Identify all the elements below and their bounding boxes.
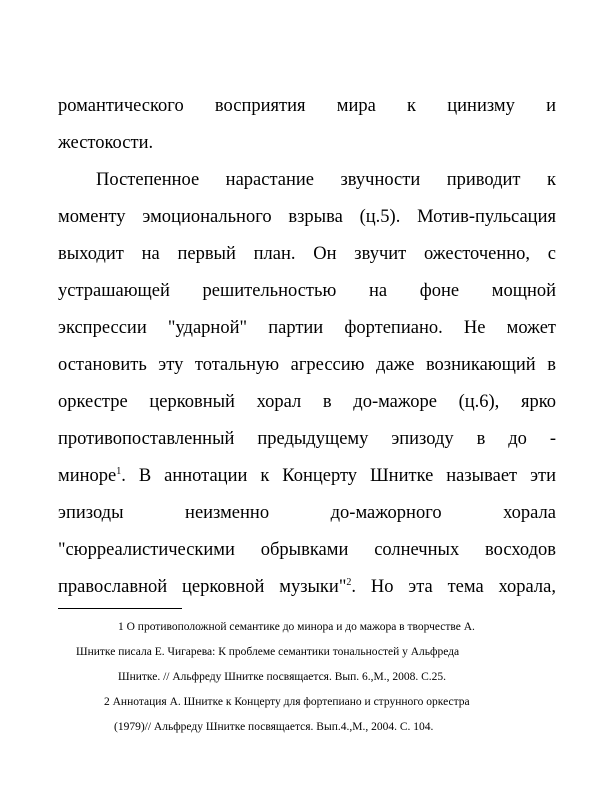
main-text xyxy=(58,88,556,606)
footnote-ref-1[interactable]: 1 xyxy=(116,466,122,477)
footnotes xyxy=(58,615,556,740)
text-line: эпизоды неизменно до-мажорного хорала xyxy=(58,503,556,523)
text-segment: православной церковной музыки" xyxy=(58,577,347,597)
footnote-2-line: (1979)// Альфреду Шнитке посвящается. Вып.4.,М., 2004. С. 104. xyxy=(114,721,434,733)
text-line: моменту эмоционального взрыва (ц.5). Мотив-пульсация xyxy=(58,207,556,227)
text-segment: . Но эта тема хорала, xyxy=(351,577,556,597)
text-line: оркестре церковный хорал в до-мажоре (ц.6), ярко xyxy=(58,392,556,412)
text-line: устрашающей решительностью на фоне мощной xyxy=(58,281,556,301)
text-line: романтического восприятия мира к цинизму и xyxy=(58,96,556,116)
text-line: жестокости. xyxy=(58,133,154,153)
footnote-1-line: Шнитке. // Альфреду Шнитке посвящается. Вып. 6.,М., 2008. С.25. xyxy=(118,671,447,683)
text-line: противопоставленный предыдущему эпизоду в до - xyxy=(58,429,556,449)
text-line: Постепенное нарастание звучности приводит к xyxy=(96,170,556,190)
footnote-ref-2[interactable]: 2 xyxy=(346,577,352,588)
text-line xyxy=(58,569,556,606)
text-segment: миноре xyxy=(58,466,117,486)
footnote-2-line: 2 Аннотация А. Шнитке к Концерту для фортепиано и струнного оркестра xyxy=(104,696,470,708)
text-line: "сюрреалистическими обрывками солнечных восходов xyxy=(58,540,556,560)
text-line: выходит на первый план. Он звучит ожесточенно, с xyxy=(58,244,556,264)
footnote-separator xyxy=(58,608,182,609)
footnote-1-line: Шнитке писала Е. Чигарева: К проблеме семантики тональностей у Альфреда xyxy=(76,646,460,658)
text-line: экспрессии "ударной" партии фортепиано. Не может xyxy=(58,318,556,338)
footnote-1-line: 1 О противоположной семантике до минора и до мажора в творчестве А. xyxy=(118,621,475,633)
text-segment: . В аннотации к Концерту Шнитке называет эти xyxy=(121,466,556,486)
text-line xyxy=(58,458,556,495)
text-line: остановить эту тотальную агрессию даже возникающий в xyxy=(58,355,556,375)
